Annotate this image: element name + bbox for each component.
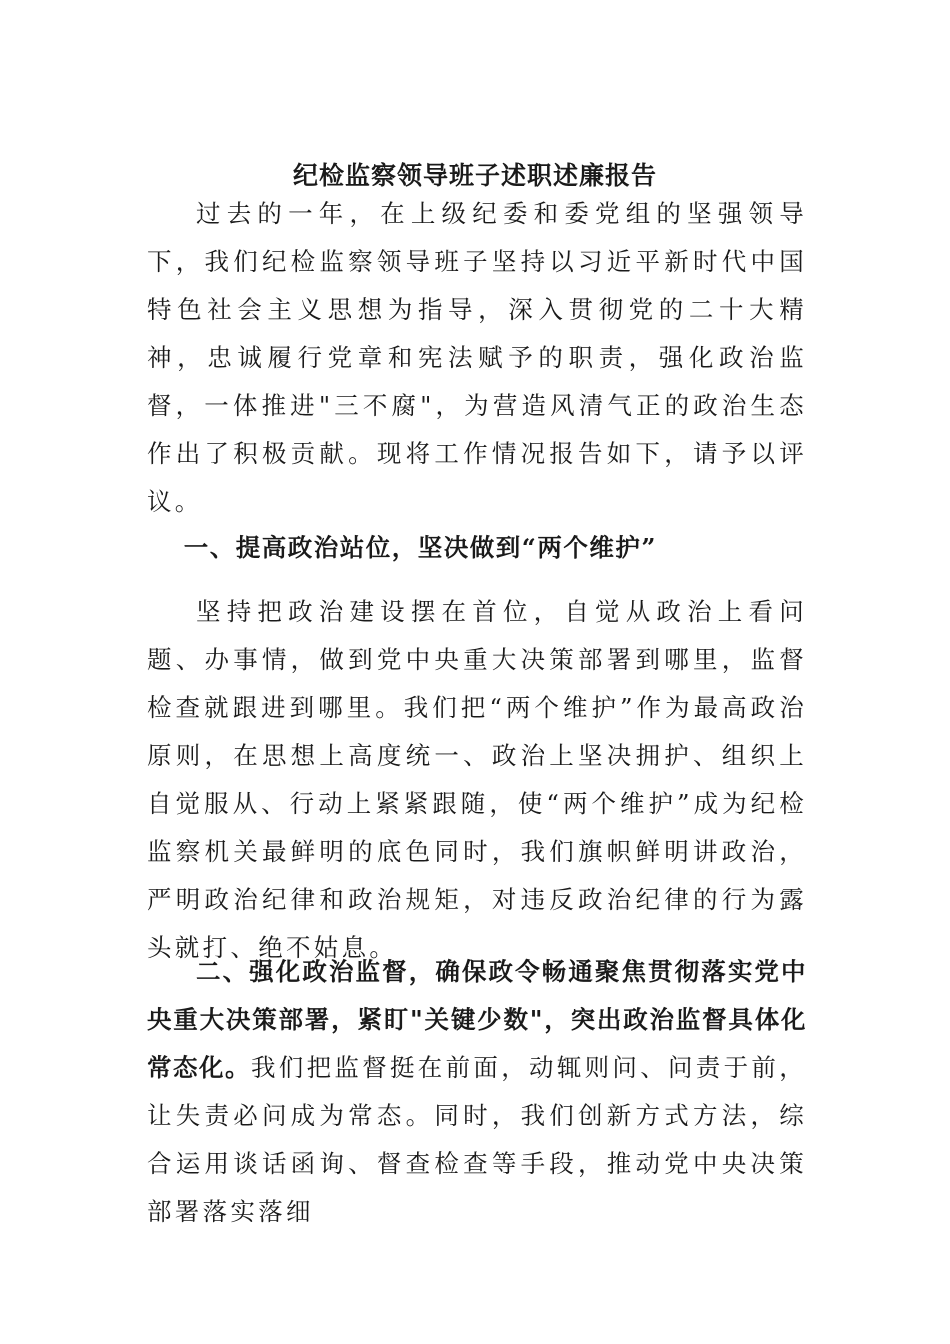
section-2-paragraph [147,948,807,1236]
document-title: 纪检监察领导班子述职述廉报告 [292,161,657,190]
section-1-heading: 一、提高政治站位，坚决做到“两个维护” [183,533,657,562]
section-1-paragraph: 坚持把政治建设摆在首位，自觉从政治上看问题、办事情，做到党中央重大决策部署到哪里，监督检查就跟进到哪里。我们把“两个维护”作为最高政治原则，在思想上高度统一、政治上坚决拥护、组织上自觉服从、行动上紧紧跟随，使“两个维护”成为纪检监察机关最鲜明的底色同时，我们旗帜鲜明讲政治，严明政治纪律和政治规矩，对违反政治纪律的行为露头就打、绝不姑息。 [147,597,807,962]
section-2-body: 我们把监督挺在前面，动辄则问、问责于前，让失责必问成为常态。同时，我们创新方式方法，综合运用谈话函询、督查检查等手段，推动党中央决策部署落实落细 [147,1053,807,1226]
section-2-heading: 二、强化政治监督，确保政令畅通聚焦贯彻落实党中央重大决策部署，紧盯"关键少数"，突出政治监督具体化常态化。 [147,957,807,1082]
intro-paragraph: 过去的一年，在上级纪委和委党组的坚强领导下，我们纪检监察领导班子坚持以习近平新时代中国特色社会主义思想为指导，深入贯彻党的二十大精神，忠诚履行党章和宪法赋予的职责，强化政治监督，一体推进"三不腐"，为营造风清气正的政治生态作出了积极贡献。现将工作情况报告如下，请予以评议。 [147,199,807,516]
